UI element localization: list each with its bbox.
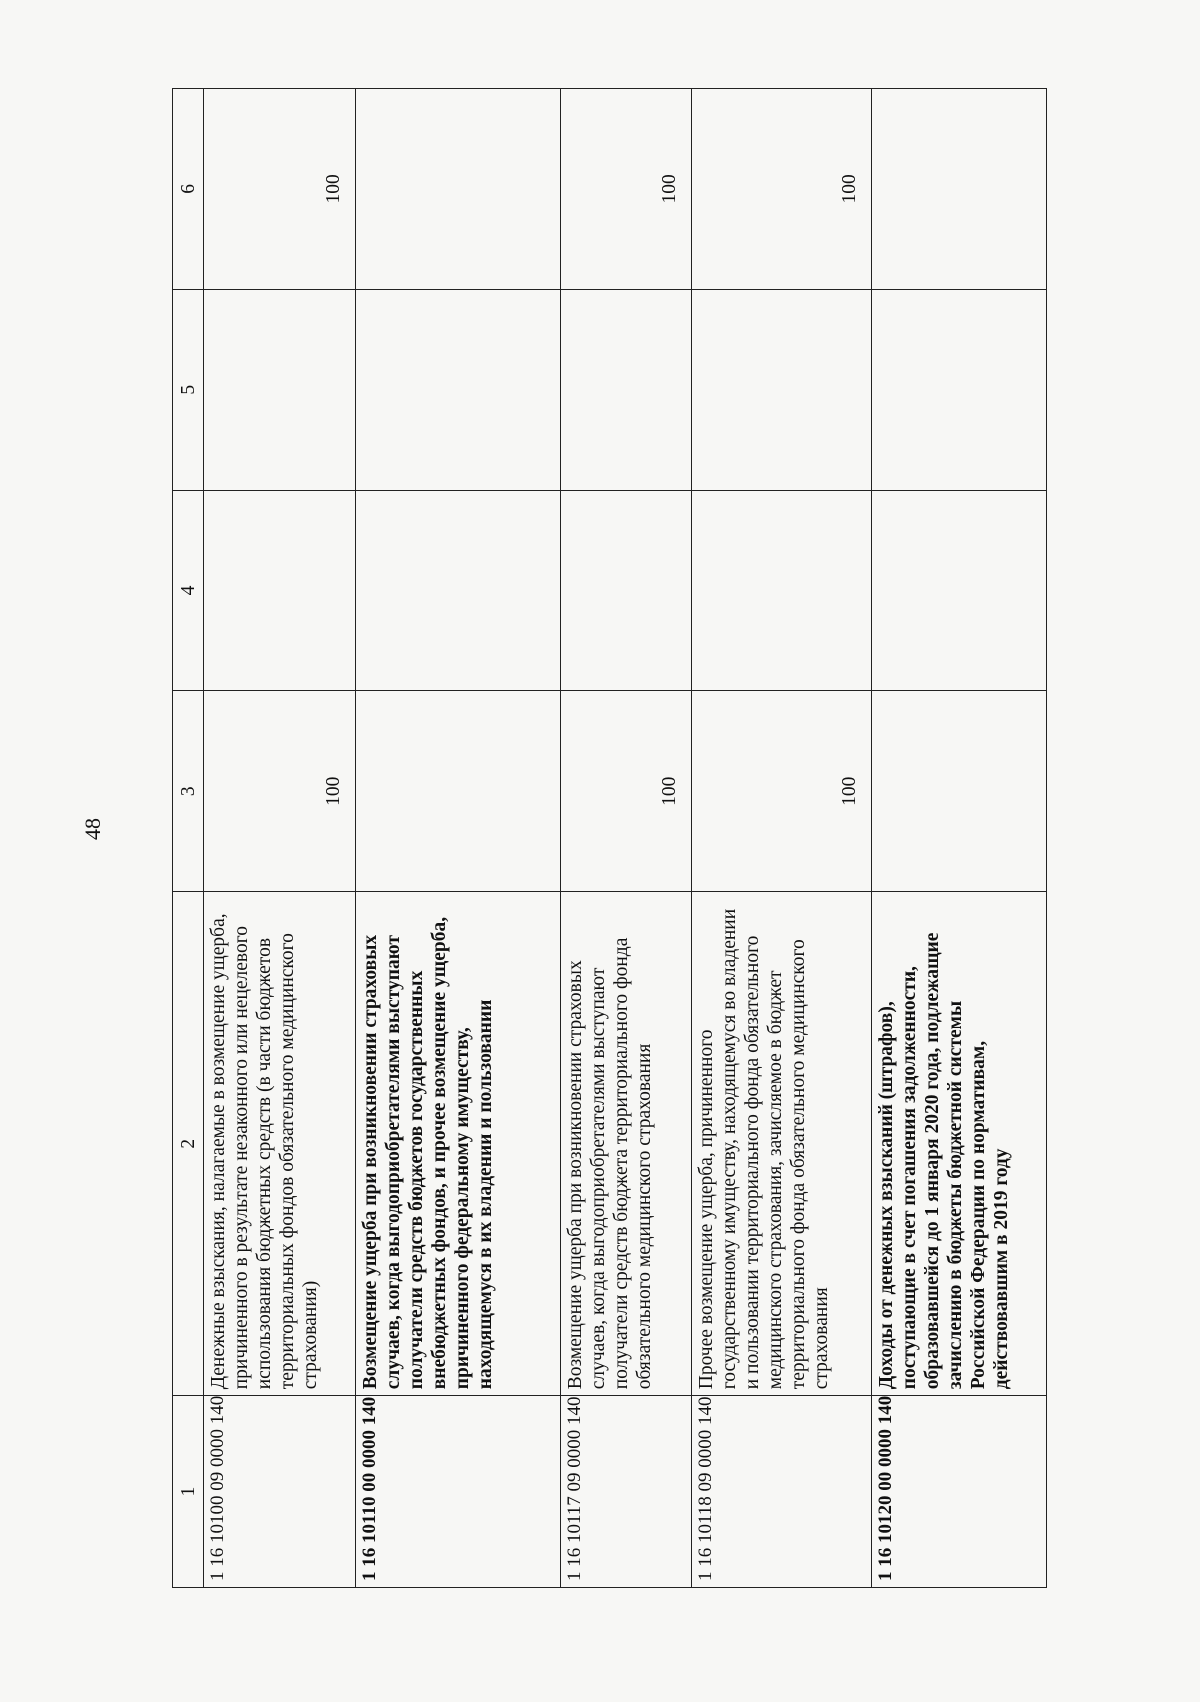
- row-col-3: [356, 691, 561, 892]
- header-col-2: 2: [173, 892, 204, 1396]
- header-col-5: 5: [173, 289, 204, 490]
- table-container: [172, 88, 1047, 1588]
- revenue-table: [172, 88, 1047, 1588]
- row-col-6: 100: [691, 89, 871, 290]
- row-col-5: [691, 289, 871, 490]
- row-name: Возмещение ущерба при возникновении страховых случаев, когда выгодоприобретателями выступают получатели средств бюджета территориального фонда обязательного медицинского страхования: [561, 892, 691, 1396]
- header-col-4: 4: [173, 490, 204, 691]
- row-code: 1 16 10100 09 0000 140: [204, 1396, 356, 1588]
- header-col-6: 6: [173, 89, 204, 290]
- row-col-4: [691, 490, 871, 691]
- row-col-6: [356, 89, 561, 290]
- row-col-4: [871, 490, 1046, 691]
- row-col-5: [871, 289, 1046, 490]
- table-row: [871, 89, 1046, 1588]
- header-col-1: 1: [173, 1396, 204, 1588]
- row-col-4: [204, 490, 356, 691]
- row-col-3: 100: [204, 691, 356, 892]
- row-col-4: [356, 490, 561, 691]
- row-name: Денежные взыскания, налагаемые в возмещение ущерба, причиненного в результате незаконного или нецелевого использования бюджетных средств (в части бюджетов территориальных фондов обязательного медицинского страхования): [204, 892, 356, 1396]
- row-code: 1 16 10117 09 0000 140: [561, 1396, 691, 1588]
- table-row: [561, 89, 691, 1588]
- row-col-5: [356, 289, 561, 490]
- table-row: [691, 89, 871, 1588]
- row-code: 1 16 10118 09 0000 140: [691, 1396, 871, 1588]
- row-col-3: 100: [561, 691, 691, 892]
- row-col-4: [561, 490, 691, 691]
- row-col-6: 100: [561, 89, 691, 290]
- row-name: Доходы от денежных взысканий (штрафов), поступающие в счет погашения задолженности, образовавшейся до 1 января 2020 года, подлежащие зачислению в бюджеты бюджетной системы Российской Федерации по нормативам, действовавшим в 2019 году: [871, 892, 1046, 1396]
- header-row: [173, 89, 204, 1588]
- row-col-5: [561, 289, 691, 490]
- header-col-3: 3: [173, 691, 204, 892]
- row-name: Возмещение ущерба при возникновении страховых случаев, когда выгодоприобретателями выступают получатели средств бюджетов государственных внебюджетных фондов, и прочее возмещение ущерба, причиненного федеральному имуществу, находящемуся в их владении и пользовании: [356, 892, 561, 1396]
- row-col-3: [871, 691, 1046, 892]
- row-code: 1 16 10110 00 0000 140: [356, 1396, 561, 1588]
- row-col-3: 100: [691, 691, 871, 892]
- table-row: [356, 89, 561, 1588]
- page-number: 48: [80, 818, 105, 840]
- row-name: Прочее возмещение ущерба, причиненного государственному имуществу, находящемуся во владении и пользовании территориального фонда обязательного медицинского страхования, зачисляемое в бюджет территориального фонда обязательного медицинского страхования: [691, 892, 871, 1396]
- row-col-5: [204, 289, 356, 490]
- table-row: [204, 89, 356, 1588]
- row-col-6: [871, 89, 1046, 290]
- row-code: 1 16 10120 00 0000 140: [871, 1396, 1046, 1588]
- row-col-6: 100: [204, 89, 356, 290]
